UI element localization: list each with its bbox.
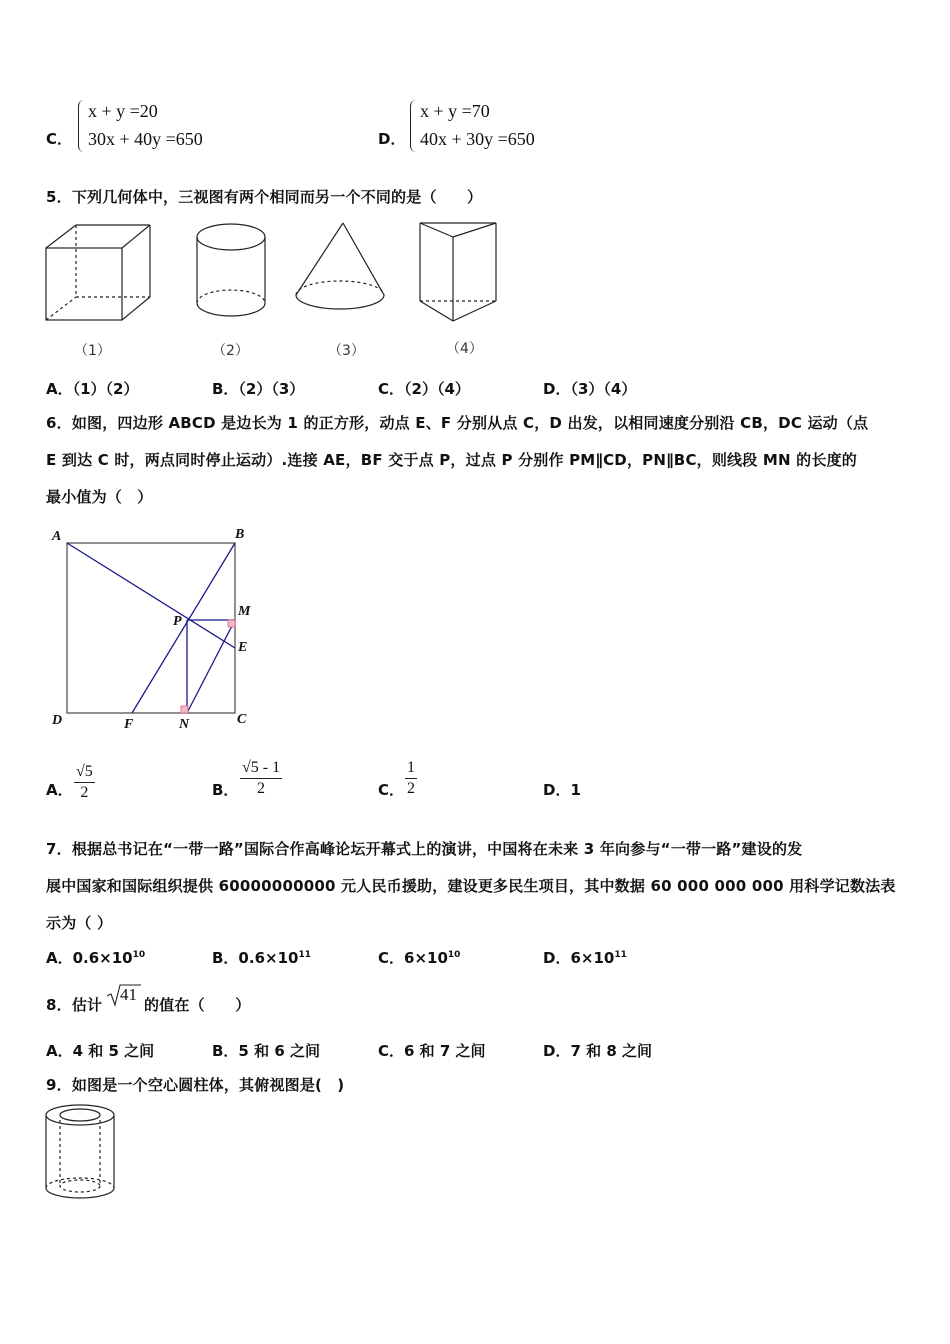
q7-stem-line-3: 示为（ ） bbox=[46, 914, 113, 932]
q8-stem-prefix: 8．估计 bbox=[46, 996, 103, 1014]
q7-stem-line-2: 展中国家和国际组织提供 60000000000 元人民币援助，建设更多民生项目，其中数据 60 000 000 000 用科学记数法表 bbox=[46, 877, 896, 895]
q7-option-c-base: C．6×10 bbox=[378, 949, 448, 967]
q5-fig-label-2: （2） bbox=[212, 343, 249, 359]
q5-option-c[interactable]: C．（2）（4） bbox=[378, 380, 470, 398]
q6-point-c: C bbox=[237, 712, 247, 727]
q5-option-a[interactable]: A．（1）（2） bbox=[46, 380, 139, 398]
q7-stem-line-1: 7．根据总书记在“一带一路”国际合作高峰论坛开幕式上的演讲，中国将在未来 3 年向参与“一带一路”建设的发 bbox=[46, 840, 803, 858]
q4-option-d-eq2: 40x + 30y =650 bbox=[420, 129, 535, 149]
q4-option-d-brace bbox=[410, 100, 419, 152]
q4-option-c-eq2: 30x + 40y =650 bbox=[88, 129, 203, 149]
q6-square-figure bbox=[40, 520, 270, 740]
q6-option-c-label[interactable]: C． bbox=[378, 781, 405, 799]
q6-option-b-label[interactable]: B． bbox=[212, 781, 239, 799]
q7-option-a[interactable] bbox=[46, 947, 145, 968]
q7-option-d[interactable] bbox=[543, 947, 627, 968]
q5-fig-label-4: （4） bbox=[446, 341, 483, 357]
q6-point-n: N bbox=[179, 717, 190, 732]
q7-option-a-base: A．0.6×10 bbox=[46, 949, 133, 967]
cube-figure bbox=[46, 225, 150, 320]
q5-stem: 5．下列几何体中，三视图有两个相同而另一个不同的是（ ） bbox=[46, 188, 483, 206]
q6-option-b-den: 2 bbox=[257, 780, 266, 797]
q5-fig-label-1: （1） bbox=[74, 343, 111, 359]
q6-option-a-den: 2 bbox=[80, 784, 89, 801]
q9-hollow-cylinder-figure bbox=[40, 1100, 126, 1206]
q8-option-a[interactable]: A．4 和 5 之间 bbox=[46, 1042, 155, 1060]
q6-stem-line-3: 最小值为（ ） bbox=[46, 488, 153, 506]
q6-stem-line-1: 6．如图，四边形 ABCD 是边长为 1 的正方形，动点 E、F 分别从点 C，D 出发，以相同速度分别沿 CB，DC 运动（点 bbox=[46, 414, 869, 432]
q6-point-a: A bbox=[52, 529, 62, 544]
q6-option-c-num: 1 bbox=[405, 759, 417, 779]
q5-solids-figure bbox=[40, 215, 520, 330]
q5-option-d[interactable]: D．（3）（4） bbox=[543, 380, 637, 398]
q8-radicand: 41 bbox=[120, 985, 137, 1004]
q6-option-c-den: 2 bbox=[407, 780, 415, 797]
q8-stem-suffix: 的值在（ ） bbox=[144, 996, 251, 1014]
q7-option-b[interactable] bbox=[212, 947, 311, 968]
q6-option-a-fraction bbox=[74, 763, 95, 802]
q7-option-b-exp: 11 bbox=[298, 950, 311, 960]
q6-point-d: D bbox=[52, 713, 63, 728]
q8-option-c[interactable]: C．6 和 7 之间 bbox=[378, 1042, 486, 1060]
q6-stem-line-2: E 到达 C 时，两点同时停止运动）.连接 AE，BF 交于点 P，过点 P 分别作 PM∥CD，PN∥BC，则线段 MN 的长度的 bbox=[46, 451, 857, 469]
q8-option-b[interactable]: B．5 和 6 之间 bbox=[212, 1042, 320, 1060]
q7-option-d-exp: 11 bbox=[614, 950, 627, 960]
q6-point-b: B bbox=[235, 527, 245, 542]
q6-option-a-num: √5 bbox=[74, 763, 95, 783]
q6-point-f: F bbox=[124, 717, 134, 732]
q7-option-b-base: B．0.6×10 bbox=[212, 949, 299, 967]
q4-option-d-eq1: x + y =70 bbox=[420, 101, 490, 121]
q8-option-d[interactable]: D．7 和 8 之间 bbox=[543, 1042, 652, 1060]
q5-option-b[interactable]: B．（2）（3） bbox=[212, 380, 305, 398]
q6-option-d[interactable]: D．1 bbox=[543, 781, 581, 799]
q6-option-b-fraction bbox=[240, 759, 282, 798]
q7-option-d-base: D．6×10 bbox=[543, 949, 615, 967]
q6-option-b-num: √5 - 1 bbox=[240, 759, 282, 779]
q6-option-c-fraction bbox=[405, 759, 417, 798]
q4-option-c-eq1: x + y =20 bbox=[88, 101, 158, 121]
prism-figure bbox=[420, 223, 496, 321]
q6-option-a-label[interactable]: A． bbox=[46, 781, 73, 799]
q4-option-d-label: D． bbox=[378, 130, 406, 148]
q4-option-c-brace bbox=[78, 100, 87, 152]
q4-option-c-label: C． bbox=[46, 130, 73, 148]
q6-point-e: E bbox=[238, 640, 248, 655]
q7-option-c[interactable] bbox=[378, 947, 460, 968]
q6-point-p: P bbox=[173, 614, 182, 629]
q9-stem: 9．如图是一个空心圆柱体，其俯视图是( ) bbox=[46, 1076, 345, 1094]
q7-option-a-exp: 10 bbox=[132, 950, 146, 960]
q5-fig-label-3: （3） bbox=[328, 343, 365, 359]
cylinder-figure bbox=[197, 224, 265, 316]
q6-point-m: M bbox=[238, 604, 251, 619]
q7-option-c-exp: 10 bbox=[447, 950, 461, 960]
cone-figure bbox=[296, 223, 384, 309]
